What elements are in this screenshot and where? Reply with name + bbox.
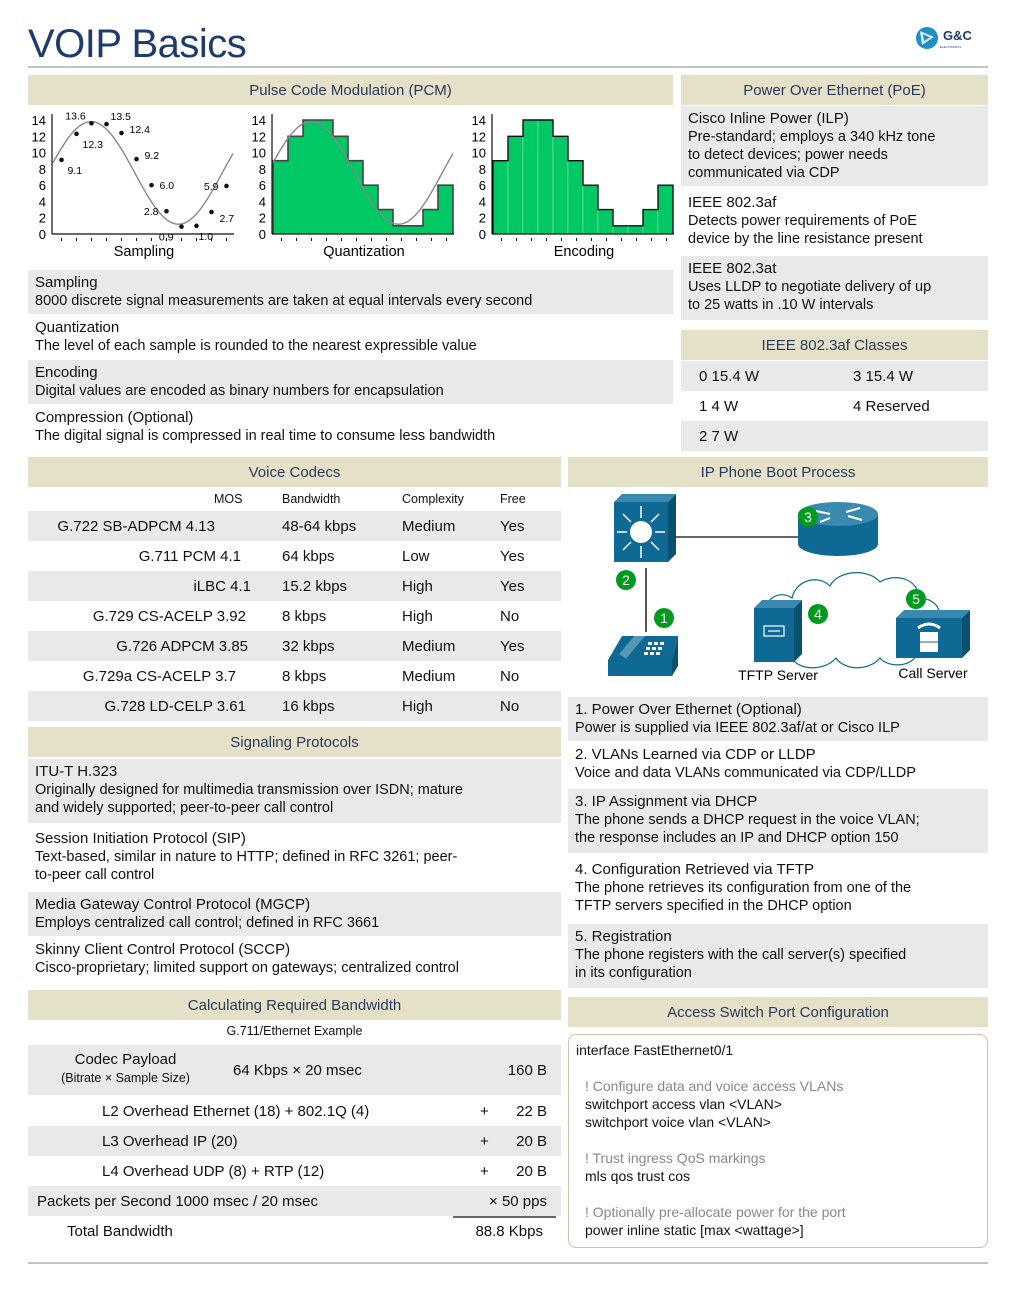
payload-label: Codec Payload xyxy=(74,1051,177,1068)
call-server-label: Call Server xyxy=(898,665,968,681)
bar xyxy=(553,136,568,234)
boot-step-line: The phone retrieves its configuration from one of the xyxy=(575,880,912,896)
poe-item-line: to detect devices; power needs xyxy=(688,147,888,163)
server-icon xyxy=(754,600,802,662)
total-label: Total Bandwidth xyxy=(67,1222,173,1240)
data-label: 13.5 xyxy=(110,111,131,124)
codec-bandwidth: 8 kbps xyxy=(282,667,327,685)
y-tick-label: 0 xyxy=(38,227,46,242)
overhead-op: + xyxy=(480,1132,489,1150)
svg-text:3: 3 xyxy=(804,509,812,525)
sample-point xyxy=(224,184,229,189)
data-label: 9.2 xyxy=(144,150,160,163)
svg-text:2: 2 xyxy=(622,572,630,588)
protocol-line: Employs centralized call control; defined in RFC 3661 xyxy=(35,915,380,931)
overhead-row xyxy=(28,1126,561,1156)
pcm-step xyxy=(28,405,673,449)
poe-item-title: IEEE 802.3af xyxy=(688,194,777,211)
codec-free: No xyxy=(500,667,520,685)
boot-step-line: Power is supplied via IEEE 802.3af/at or Cisco ILP xyxy=(575,720,900,736)
codec-bandwidth: 48-64 kbps xyxy=(282,517,357,535)
col-mos: MOS xyxy=(214,492,243,506)
overhead-value: 20 B xyxy=(516,1132,547,1150)
y-tick-label: 4 xyxy=(478,194,486,210)
bar xyxy=(628,226,643,234)
step-badge-5 xyxy=(906,589,926,609)
config-code-block xyxy=(568,1034,988,1248)
boot-step-title: 5. Registration xyxy=(575,928,672,945)
overhead-value: 20 B xyxy=(516,1162,547,1180)
y-tick-label: 8 xyxy=(38,161,46,177)
poe-item-title: Cisco Inline Power (ILP) xyxy=(688,110,849,127)
overhead-op: + xyxy=(480,1162,489,1180)
switch-icon xyxy=(614,494,676,562)
config-interface: interface FastEthernet0/1 xyxy=(576,1042,734,1058)
codec-free: Yes xyxy=(500,577,525,595)
overhead-op: + xyxy=(480,1102,489,1120)
overhead-label: L3 Overhead IP (20) xyxy=(102,1132,238,1150)
pcm-header: Pulse Code Modulation (PCM) xyxy=(28,75,673,105)
boot-step-line: The phone registers with the call server(s) specified xyxy=(575,947,907,963)
poe-item-line: Uses LLDP to negotiate delivery of up xyxy=(688,279,932,295)
pcm-chart-quantization xyxy=(252,113,454,260)
data-label: 0.9 xyxy=(158,231,174,244)
boot-step xyxy=(568,742,988,786)
boot-step-line: TFTP servers specified in the DHCP option xyxy=(575,898,852,914)
bottom-rule xyxy=(28,1262,988,1264)
codec-complexity: High xyxy=(402,577,433,595)
payload-value: 160 B xyxy=(507,1061,547,1079)
protocol-line: to-peer call control xyxy=(35,867,155,883)
poe-item-title: IEEE 802.3at xyxy=(688,260,777,277)
pcm-step xyxy=(28,270,673,314)
sample-point xyxy=(149,183,154,188)
page-title: VOIP Basics xyxy=(28,22,247,66)
pcm-chart-encoding xyxy=(472,113,674,260)
codec-free: No xyxy=(500,607,520,625)
pcm-step-title: Encoding xyxy=(35,364,98,381)
phone-icon xyxy=(608,630,678,676)
boot-step-line: the response includes an IP and DHCP option 150 xyxy=(575,830,899,846)
payload-formula: 64 Kbps × 20 msec xyxy=(233,1061,362,1079)
boot-header: IP Phone Boot Process xyxy=(568,457,988,487)
y-tick-label: 4 xyxy=(38,194,46,210)
y-tick-label: 10 xyxy=(31,145,46,161)
sample-point xyxy=(164,209,169,214)
protocol-item xyxy=(28,826,561,890)
codec-complexity: Low xyxy=(402,547,430,565)
poe-class: 1 4 W xyxy=(699,397,739,415)
codec-row xyxy=(28,511,561,541)
protocol-title: Skinny Client Control Protocol (SCCP) xyxy=(35,941,291,958)
bar xyxy=(303,120,318,234)
pcm-step xyxy=(28,360,673,404)
tftp-server-label: TFTP Server xyxy=(738,667,818,683)
gc-electronics-logo-icon xyxy=(914,25,940,51)
data-label: 2.7 xyxy=(219,213,235,226)
signaling-header: Signaling Protocols xyxy=(28,727,561,757)
col-free: Free xyxy=(500,492,526,506)
poe-item-line: to 25 watts in .10 W intervals xyxy=(688,297,874,313)
poe-class: 2 7 W xyxy=(699,427,739,445)
bar xyxy=(393,226,408,234)
y-tick-label: 10 xyxy=(251,145,266,161)
config-command: power inline static [max <wattage>] xyxy=(585,1222,804,1238)
bar xyxy=(643,210,658,234)
pps-row xyxy=(28,1186,561,1216)
config-command: switchport voice vlan <VLAN> xyxy=(585,1114,771,1130)
bar xyxy=(333,136,348,234)
y-tick-label: 4 xyxy=(258,194,266,210)
codec-bandwidth: 15.2 kbps xyxy=(282,577,348,595)
data-label: 9.1 xyxy=(67,164,83,177)
codec-free: Yes xyxy=(500,517,525,535)
sample-point xyxy=(134,157,139,162)
data-label: 12.4 xyxy=(129,124,150,137)
bar xyxy=(318,120,333,234)
config-command: switchport access vlan <VLAN> xyxy=(585,1096,782,1112)
y-tick-label: 14 xyxy=(471,113,486,128)
data-label: 1.0 xyxy=(198,230,214,243)
sample-point xyxy=(179,224,184,229)
bar xyxy=(438,185,453,234)
codec-free: Yes xyxy=(500,547,525,565)
bandwidth-header: Calculating Required Bandwidth xyxy=(28,990,561,1020)
payload-sublabel: (Bitrate × Sample Size) xyxy=(61,1071,190,1085)
poe-class-row xyxy=(681,391,988,421)
config-comment: ! Configure data and voice access VLANs xyxy=(585,1078,844,1094)
codec-row xyxy=(28,541,561,571)
bar xyxy=(288,136,303,234)
codecs-column-headers xyxy=(28,484,561,514)
logo-text: G&C xyxy=(943,28,972,43)
sample-point xyxy=(89,121,94,126)
total-row xyxy=(28,1216,561,1246)
overhead-row xyxy=(28,1096,561,1126)
codec-name: G.729a CS-ACELP 3.7 xyxy=(82,667,236,685)
data-label: 13.6 xyxy=(65,110,86,123)
bar xyxy=(658,185,673,234)
protocol-line: Cisco-proprietary; limited support on gateways; centralized control xyxy=(35,960,459,976)
codec-name: iLBC 4.1 xyxy=(193,577,251,595)
poe-item xyxy=(681,190,988,252)
config-comment: ! Trust ingress QoS markings xyxy=(585,1150,766,1166)
codec-row xyxy=(28,601,561,631)
protocol-line: Originally designed for multimedia transmission over ISDN; mature xyxy=(35,782,463,798)
step-badge-1 xyxy=(654,608,674,628)
codec-row xyxy=(28,571,561,601)
codec-name: G.728 LD-CELP 3.61 xyxy=(104,697,246,715)
bar xyxy=(348,161,363,234)
codec-free: No xyxy=(500,697,520,715)
bar xyxy=(613,226,628,234)
codec-bandwidth: 16 kbps xyxy=(282,697,335,715)
overhead-label: L2 Overhead Ethernet (18) + 802.1Q (4) xyxy=(102,1102,370,1120)
codec-complexity: High xyxy=(402,607,433,625)
codec-complexity: Medium xyxy=(402,667,456,685)
boot-step xyxy=(568,857,988,921)
top-rule xyxy=(28,66,988,68)
pcm-step-desc: The level of each sample is rounded to the nearest expressible value xyxy=(35,338,477,354)
boot-step xyxy=(568,789,988,853)
pcm-step-desc: 8000 discrete signal measurements are taken at equal intervals every second xyxy=(35,293,533,309)
bar xyxy=(408,226,423,234)
bar xyxy=(273,161,288,234)
logo xyxy=(914,24,984,52)
boot-step xyxy=(568,924,988,988)
y-tick-label: 0 xyxy=(258,227,266,242)
codecs-header: Voice Codecs xyxy=(28,457,561,487)
y-tick-label: 12 xyxy=(31,129,46,145)
codec-row xyxy=(28,691,561,721)
bar xyxy=(423,210,438,234)
svg-text:4: 4 xyxy=(814,606,822,622)
sample-point xyxy=(74,132,79,137)
step-badge-4 xyxy=(808,604,828,624)
protocol-item xyxy=(28,937,561,981)
protocol-line: Text-based, similar in nature to HTTP; defined in RFC 3261; peer- xyxy=(35,849,458,865)
y-tick-label: 2 xyxy=(478,210,486,226)
codec-complexity: Medium xyxy=(402,517,456,535)
pps-value: × 50 pps xyxy=(489,1192,547,1210)
pps-label: Packets per Second 1000 msec / 20 msec xyxy=(37,1192,318,1210)
codec-name: G.726 ADPCM 3.85 xyxy=(116,637,248,655)
y-tick-label: 12 xyxy=(471,129,486,145)
poe-class: 0 15.4 W xyxy=(699,367,760,385)
sample-point xyxy=(209,210,214,215)
data-label: 12.3 xyxy=(82,138,103,151)
sample-point xyxy=(104,122,109,127)
boot-step-line: The phone sends a DHCP request in the voice VLAN; xyxy=(575,812,920,828)
protocol-item xyxy=(28,759,561,823)
overhead-label: L4 Overhead UDP (8) + RTP (12) xyxy=(102,1162,325,1180)
codec-complexity: Medium xyxy=(402,637,456,655)
y-tick-label: 6 xyxy=(38,178,46,194)
poe-item-line: device by the line resistance present xyxy=(688,231,923,247)
bar xyxy=(598,210,613,234)
boot-step xyxy=(568,697,988,741)
poe-item-line: communicated via CDP xyxy=(688,165,840,181)
payload-row xyxy=(28,1045,561,1095)
y-tick-label: 0 xyxy=(478,227,486,242)
bar xyxy=(523,120,538,234)
boot-step-title: 2. VLANs Learned via CDP or LLDP xyxy=(575,746,816,763)
y-tick-label: 12 xyxy=(251,129,266,145)
codec-complexity: High xyxy=(402,697,433,715)
call-server-icon xyxy=(896,610,970,658)
x-axis-label: Quantization xyxy=(323,244,405,260)
boot-step-title: 1. Power Over Ethernet (Optional) xyxy=(575,701,802,718)
col-complexity: Complexity xyxy=(402,492,464,506)
codec-name: G.729 CS-ACELP 3.92 xyxy=(92,607,246,625)
codec-row xyxy=(28,661,561,691)
sample-point xyxy=(194,224,199,229)
boot-step-line: Voice and data VLANs communicated via CDP/LLDP xyxy=(575,765,916,781)
bar xyxy=(508,136,523,234)
col-bandwidth: Bandwidth xyxy=(282,492,341,506)
data-label: 2.8 xyxy=(143,206,159,219)
poe-class: 4 Reserved xyxy=(853,397,930,415)
pcm-step xyxy=(28,315,673,359)
sample-point xyxy=(119,131,124,136)
pcm-step-desc: Digital values are encoded as binary numbers for encapsulation xyxy=(35,383,444,399)
boot-step-title: 4. Configuration Retrieved via TFTP xyxy=(575,861,814,878)
poe-classes-header: IEEE 802.3af Classes xyxy=(681,330,988,360)
config-command: mls qos trust cos xyxy=(585,1168,691,1184)
y-tick-label: 14 xyxy=(251,113,266,128)
svg-text:5: 5 xyxy=(912,591,920,607)
codec-bandwidth: 64 kbps xyxy=(282,547,335,565)
pcm-chart-sampling xyxy=(32,110,235,260)
pcm-step-title: Compression (Optional) xyxy=(35,409,194,426)
protocol-item xyxy=(28,892,561,936)
bar xyxy=(583,185,598,234)
bandwidth-subtitle: G.711/Ethernet Example xyxy=(226,1024,363,1038)
poe-class-row xyxy=(681,421,988,451)
y-tick-label: 6 xyxy=(478,178,486,194)
codec-name: G.722 SB-ADPCM 4.13 xyxy=(57,517,215,535)
protocol-line: and widely supported; peer-to-peer call control xyxy=(35,800,334,816)
config-header: Access Switch Port Configuration xyxy=(568,997,988,1027)
boot-diagram xyxy=(568,490,988,690)
data-label: 5.9 xyxy=(203,180,219,193)
boot-step-line: in its configuration xyxy=(575,965,692,981)
poe-item xyxy=(681,106,988,186)
protocol-title: Media Gateway Control Protocol (MGCP) xyxy=(35,896,311,913)
poe-class-row xyxy=(681,361,988,391)
y-tick-label: 10 xyxy=(471,145,486,161)
sample-point xyxy=(59,158,64,163)
poe-item-line: Pre-standard; employs a 340 kHz tone xyxy=(688,129,936,145)
x-axis-label: Encoding xyxy=(553,244,615,260)
config-comment: ! Optionally pre-allocate power for the port xyxy=(585,1204,846,1220)
codec-row xyxy=(28,631,561,661)
poe-item-line: Detects power requirements of PoE xyxy=(688,213,917,229)
logo-subtext: ELECTRONICS xyxy=(940,45,962,49)
overhead-row xyxy=(28,1156,561,1186)
pcm-step-title: Sampling xyxy=(35,274,98,291)
data-label: 6.0 xyxy=(159,180,175,193)
codec-bandwidth: 8 kbps xyxy=(282,607,327,625)
boot-step-title: 3. IP Assignment via DHCP xyxy=(575,793,758,810)
protocol-title: Session Initiation Protocol (SIP) xyxy=(35,830,246,847)
codec-name: G.711 PCM 4.1 xyxy=(138,547,241,565)
bar xyxy=(538,120,553,234)
bar xyxy=(568,161,583,234)
step-badge-3 xyxy=(798,507,818,527)
pcm-step-desc: The digital signal is compressed in real time to consume less bandwidth xyxy=(35,428,496,444)
y-tick-label: 6 xyxy=(258,178,266,194)
total-value: 88.8 Kbps xyxy=(475,1222,543,1240)
pcm-charts xyxy=(28,108,678,265)
overhead-value: 22 B xyxy=(516,1102,547,1120)
protocol-title: ITU-T H.323 xyxy=(35,763,118,780)
pcm-step-title: Quantization xyxy=(35,319,120,336)
y-tick-label: 14 xyxy=(31,113,46,128)
svg-text:1: 1 xyxy=(660,610,668,626)
poe-item xyxy=(681,256,988,320)
step-badge-2 xyxy=(616,570,636,590)
poe-header: Power Over Ethernet (PoE) xyxy=(681,75,988,105)
y-tick-label: 2 xyxy=(38,210,46,226)
poe-class: 3 15.4 W xyxy=(853,367,914,385)
y-tick-label: 2 xyxy=(258,210,266,226)
x-axis-label: Sampling xyxy=(113,244,175,260)
codec-free: Yes xyxy=(500,637,525,655)
codec-bandwidth: 32 kbps xyxy=(282,637,335,655)
y-tick-label: 8 xyxy=(478,161,486,177)
bar xyxy=(493,161,508,234)
y-tick-label: 8 xyxy=(258,161,266,177)
